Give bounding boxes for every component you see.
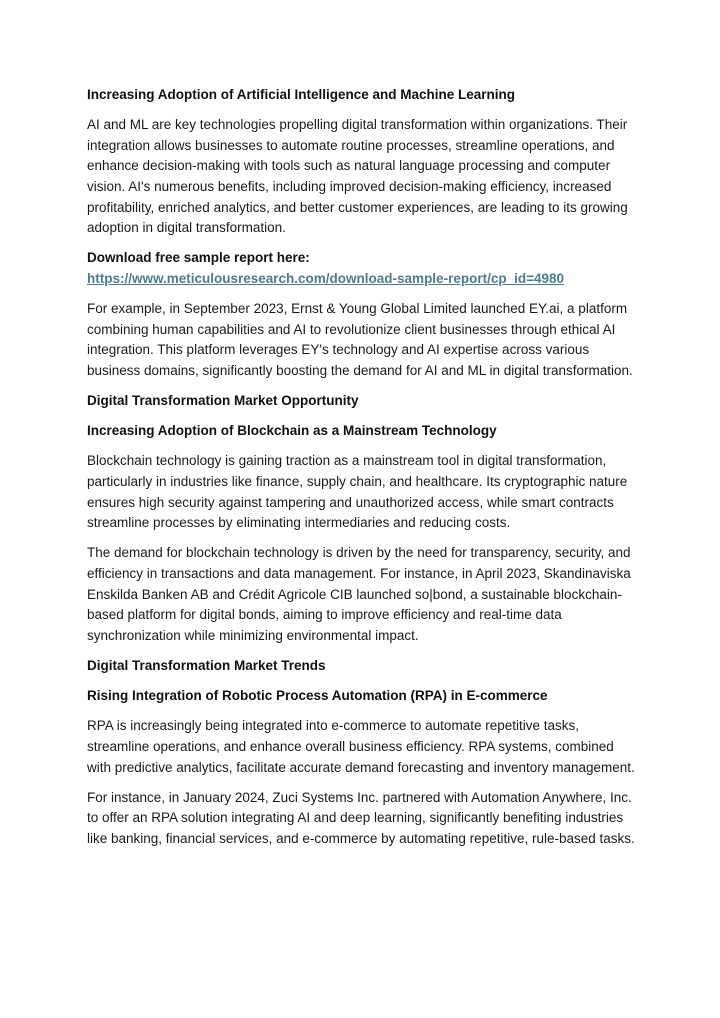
paragraph-ai-ml-intro: AI and ML are key technologies propelling digital transformation within organizations. Their integration allows businesses to automate routine processes, streamline operations, and enhance decision-making with tools such as natural language processing and computer vision. AI's numerous benefits, including improved decision-making efficiency, increased profitability, enriched analytics, and better customer experiences, are leading to its growing adoption in digital transformation.: [87, 117, 628, 236]
paragraph-blockchain-demand: The demand for blockchain technology is driven by the need for transparency, security, and efficiency in transactions and data management. For instance, in April 2023, Skandinaviska Enskilda Banken AB and Crédit Agricole CIB launched so|bond, a sustainable blockchain-based platform for digital bonds, aiming to improve efficiency and real-time data synchronization while minimizing environmental impact.: [87, 545, 631, 643]
download-label: Download free sample report here:: [87, 250, 310, 266]
heading-ai-ml: Increasing Adoption of Artificial Intelligence and Machine Learning: [87, 87, 516, 102]
heading-rpa: Rising Integration of Robotic Process Automation (RPA) in E-commerce: [87, 688, 548, 704]
heading-market-opportunity: Digital Transformation Market Opportunity: [87, 393, 359, 409]
document-page: [87, 85, 639, 859]
download-sample-block: [87, 248, 639, 289]
heading-market-trends: Digital Transformation Market Trends: [87, 658, 326, 673]
paragraph-rpa-example: For instance, in January 2024, Zuci Systems Inc. partnered with Automation Anywhere, Inc. to offer an RPA solution integrating AI and deep learning, significantly benefiting industries like banking, financial services, and e-commerce by automating repetitive, rule-based tasks.: [87, 789, 635, 846]
download-sample-link[interactable]: https://www.meticulousresearch.com/download-sample-report/cp_id=4980: [87, 270, 564, 286]
paragraph-blockchain-intro: Blockchain technology is gaining traction as a mainstream tool in digital transformation, particularly in industries like finance, supply chain, and healthcare. Its cryptographic nature ensures high security against tampering and unauthorized access, while smart contracts streamline processes by eliminating intermediaries and reducing costs.: [87, 453, 628, 531]
paragraph-rpa-intro: RPA is increasingly being integrated into e-commerce to automate repetitive tasks, streamline operations, and enhance overall business efficiency. RPA systems, combined with predictive analytics, facilitate accurate demand forecasting and inventory management.: [87, 718, 635, 775]
paragraph-ey-example: For example, in September 2023, Ernst & Young Global Limited launched EY.ai, a platform combining human capabilities and AI to revolutionize client businesses through ethical AI integration. This platform leverages EY's technology and AI expertise across various business domains, significantly boosting the demand for AI and ML in digital transformation.: [87, 301, 633, 378]
heading-blockchain: Increasing Adoption of Blockchain as a Mainstream Technology: [87, 423, 497, 439]
